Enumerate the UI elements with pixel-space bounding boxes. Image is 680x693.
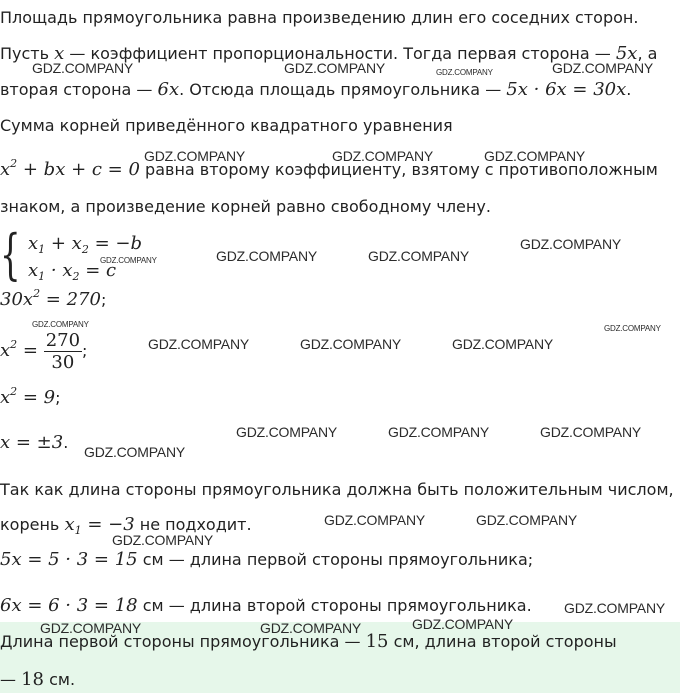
system-brace: { xyxy=(0,223,21,286)
watermark: GDZ.COMPANY xyxy=(484,148,585,164)
watermark: GDZ.COMPANY xyxy=(112,532,213,548)
paragraph-positive: Так как длина стороны прямоугольника должна быть положительным числом, xyxy=(0,480,674,499)
equation-4: x = ±3. xyxy=(0,432,69,453)
watermark: GDZ.COMPANY xyxy=(368,248,469,264)
watermark: GDZ.COMPANY xyxy=(32,60,133,76)
watermark: GDZ.COMPANY xyxy=(260,620,361,636)
system-line-2: $x_1 \cdot x_2 = c$ xyxy=(28,260,117,283)
paragraph-vieta-equation: $x^2$ + bx + c = 0 равна второму коэффициенту, взятому с противоположным xyxy=(0,157,658,180)
watermark: GDZ.COMPANY xyxy=(552,60,653,76)
side-1-calc: 5x = 5 · 3 = 15 см — длина первой стороны прямоугольника; xyxy=(0,549,534,570)
watermark: GDZ.COMPANY xyxy=(564,600,665,616)
paragraph-vieta-end: знаком, а произведение корней равно свободному члену. xyxy=(0,197,491,216)
watermark: GDZ.COMPANY xyxy=(604,324,661,333)
answer-line-2: — 18 см. xyxy=(0,669,76,690)
watermark: GDZ.COMPANY xyxy=(84,444,185,460)
watermark: GDZ.COMPANY xyxy=(452,336,553,352)
watermark: GDZ.COMPANY xyxy=(32,320,89,329)
paragraph-area: вторая сторона — 6x. Отсюда площадь прямоугольника — 5x · 6x = 30x. xyxy=(0,79,632,100)
watermark: GDZ.COMPANY xyxy=(236,424,337,440)
equation-2: $x^2$ = $\frac{270}{30}$ ; xyxy=(0,330,88,373)
watermark: GDZ.COMPANY xyxy=(388,424,489,440)
watermark: GDZ.COMPANY xyxy=(216,248,317,264)
watermark: GDZ.COMPANY xyxy=(300,336,401,352)
watermark: GDZ.COMPANY xyxy=(144,148,245,164)
paragraph-vieta-intro: Сумма корней приведённого квадратного уравнения xyxy=(0,116,453,135)
watermark: GDZ.COMPANY xyxy=(100,256,157,265)
side-2-calc: 6x = 6 · 3 = 18 см — длина второй стороны прямоугольника. xyxy=(0,595,532,616)
watermark: GDZ.COMPANY xyxy=(148,336,249,352)
watermark: GDZ.COMPANY xyxy=(412,616,513,632)
watermark: GDZ.COMPANY xyxy=(324,512,425,528)
watermark: GDZ.COMPANY xyxy=(284,60,385,76)
equation-3: $x^2 = 9$; xyxy=(0,385,61,408)
watermark: GDZ.COMPANY xyxy=(332,148,433,164)
answer-line-1: Длина первой стороны прямоугольника — 15 см, длина второй стороны xyxy=(0,631,617,652)
watermark: GDZ.COMPANY xyxy=(476,512,577,528)
system-line-1: $x_1 + x_2 = -b$ xyxy=(28,233,142,256)
paragraph-area-rule: Площадь прямоугольника равна произведению длин его соседних сторон. xyxy=(0,8,639,27)
fraction: $\frac{270}{30}$ xyxy=(45,330,81,373)
watermark: GDZ.COMPANY xyxy=(436,68,493,77)
watermark: GDZ.COMPANY xyxy=(40,620,141,636)
paragraph-let: Пусть x — коэффициент пропорциональности. Тогда первая сторона — 5x, а xyxy=(0,43,658,64)
watermark: GDZ.COMPANY xyxy=(520,236,621,252)
equation-1: $30x^2 = 270$; xyxy=(0,287,107,310)
watermark: GDZ.COMPANY xyxy=(540,424,641,440)
paragraph-root: корень $x_1 = -3$ не подходит. xyxy=(0,514,252,537)
